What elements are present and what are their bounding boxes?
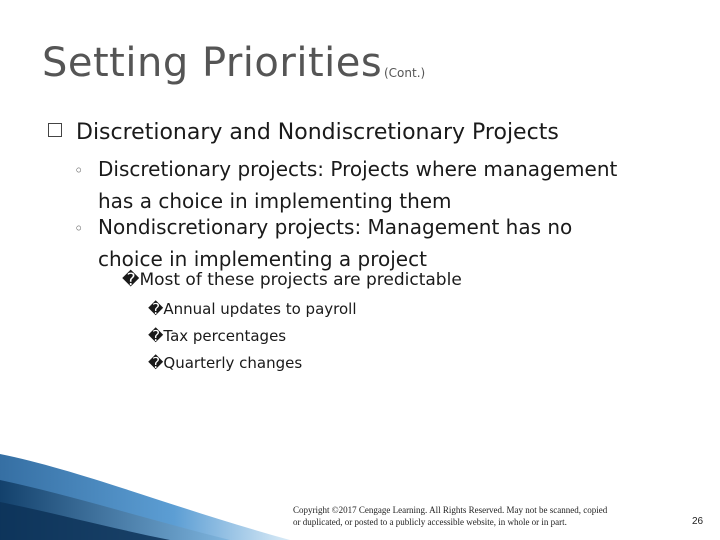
bullet-level4-item — [148, 327, 286, 345]
circle-bullet-icon: ◦ — [74, 219, 84, 238]
term-nondiscretionary: Nondiscretionary projects — [98, 215, 355, 239]
copyright-line1: Copyright ©2017 Cengage Learning. All Rights Reserved. May not be scanned, copied — [293, 505, 608, 515]
missing-glyph-icon: � — [148, 327, 164, 345]
term-discretionary: Discretionary projects — [98, 157, 318, 181]
missing-glyph-icon: � — [148, 354, 164, 372]
bullet-level4-item — [148, 354, 302, 372]
bullet-level2-discretionary — [74, 154, 617, 216]
definition-nondiscretionary-line1: : Management has no — [354, 215, 573, 239]
copyright-footer — [293, 504, 683, 528]
bullet-level2-nondiscretionary — [74, 212, 572, 274]
bullet-level1 — [48, 120, 559, 145]
slide-title-suffix: (Cont.) — [384, 66, 426, 80]
definition-discretionary-line1: : Projects where management — [317, 157, 618, 181]
copyright-line2: or duplicated, or posted to a publicly accessible website, in whole or in part. — [293, 517, 567, 527]
missing-glyph-icon: � — [148, 300, 164, 318]
slide-title: Setting Priorities — [42, 40, 383, 86]
square-bullet-icon — [48, 123, 62, 137]
bullet-level4-text: Tax percentages — [163, 327, 287, 345]
bullet-level1-text: Discretionary and Nondiscretionary Projects — [76, 120, 559, 145]
bullet-level4-text: Annual updates to payroll — [163, 300, 357, 318]
missing-glyph-icon: � — [122, 270, 140, 290]
bullet-level4-item — [148, 300, 357, 318]
definition-nondiscretionary-line2: choice in implementing a project — [98, 247, 427, 271]
decorative-swoosh — [0, 440, 300, 540]
bullet-level3 — [122, 270, 462, 290]
bullet-level4-text: Quarterly changes — [163, 354, 303, 372]
definition-discretionary-line2: has a choice in implementing them — [98, 189, 452, 213]
page-number: 26 — [692, 516, 704, 527]
bullet-level3-text: Most of these projects are predictable — [139, 270, 462, 290]
circle-bullet-icon: ◦ — [74, 161, 84, 180]
